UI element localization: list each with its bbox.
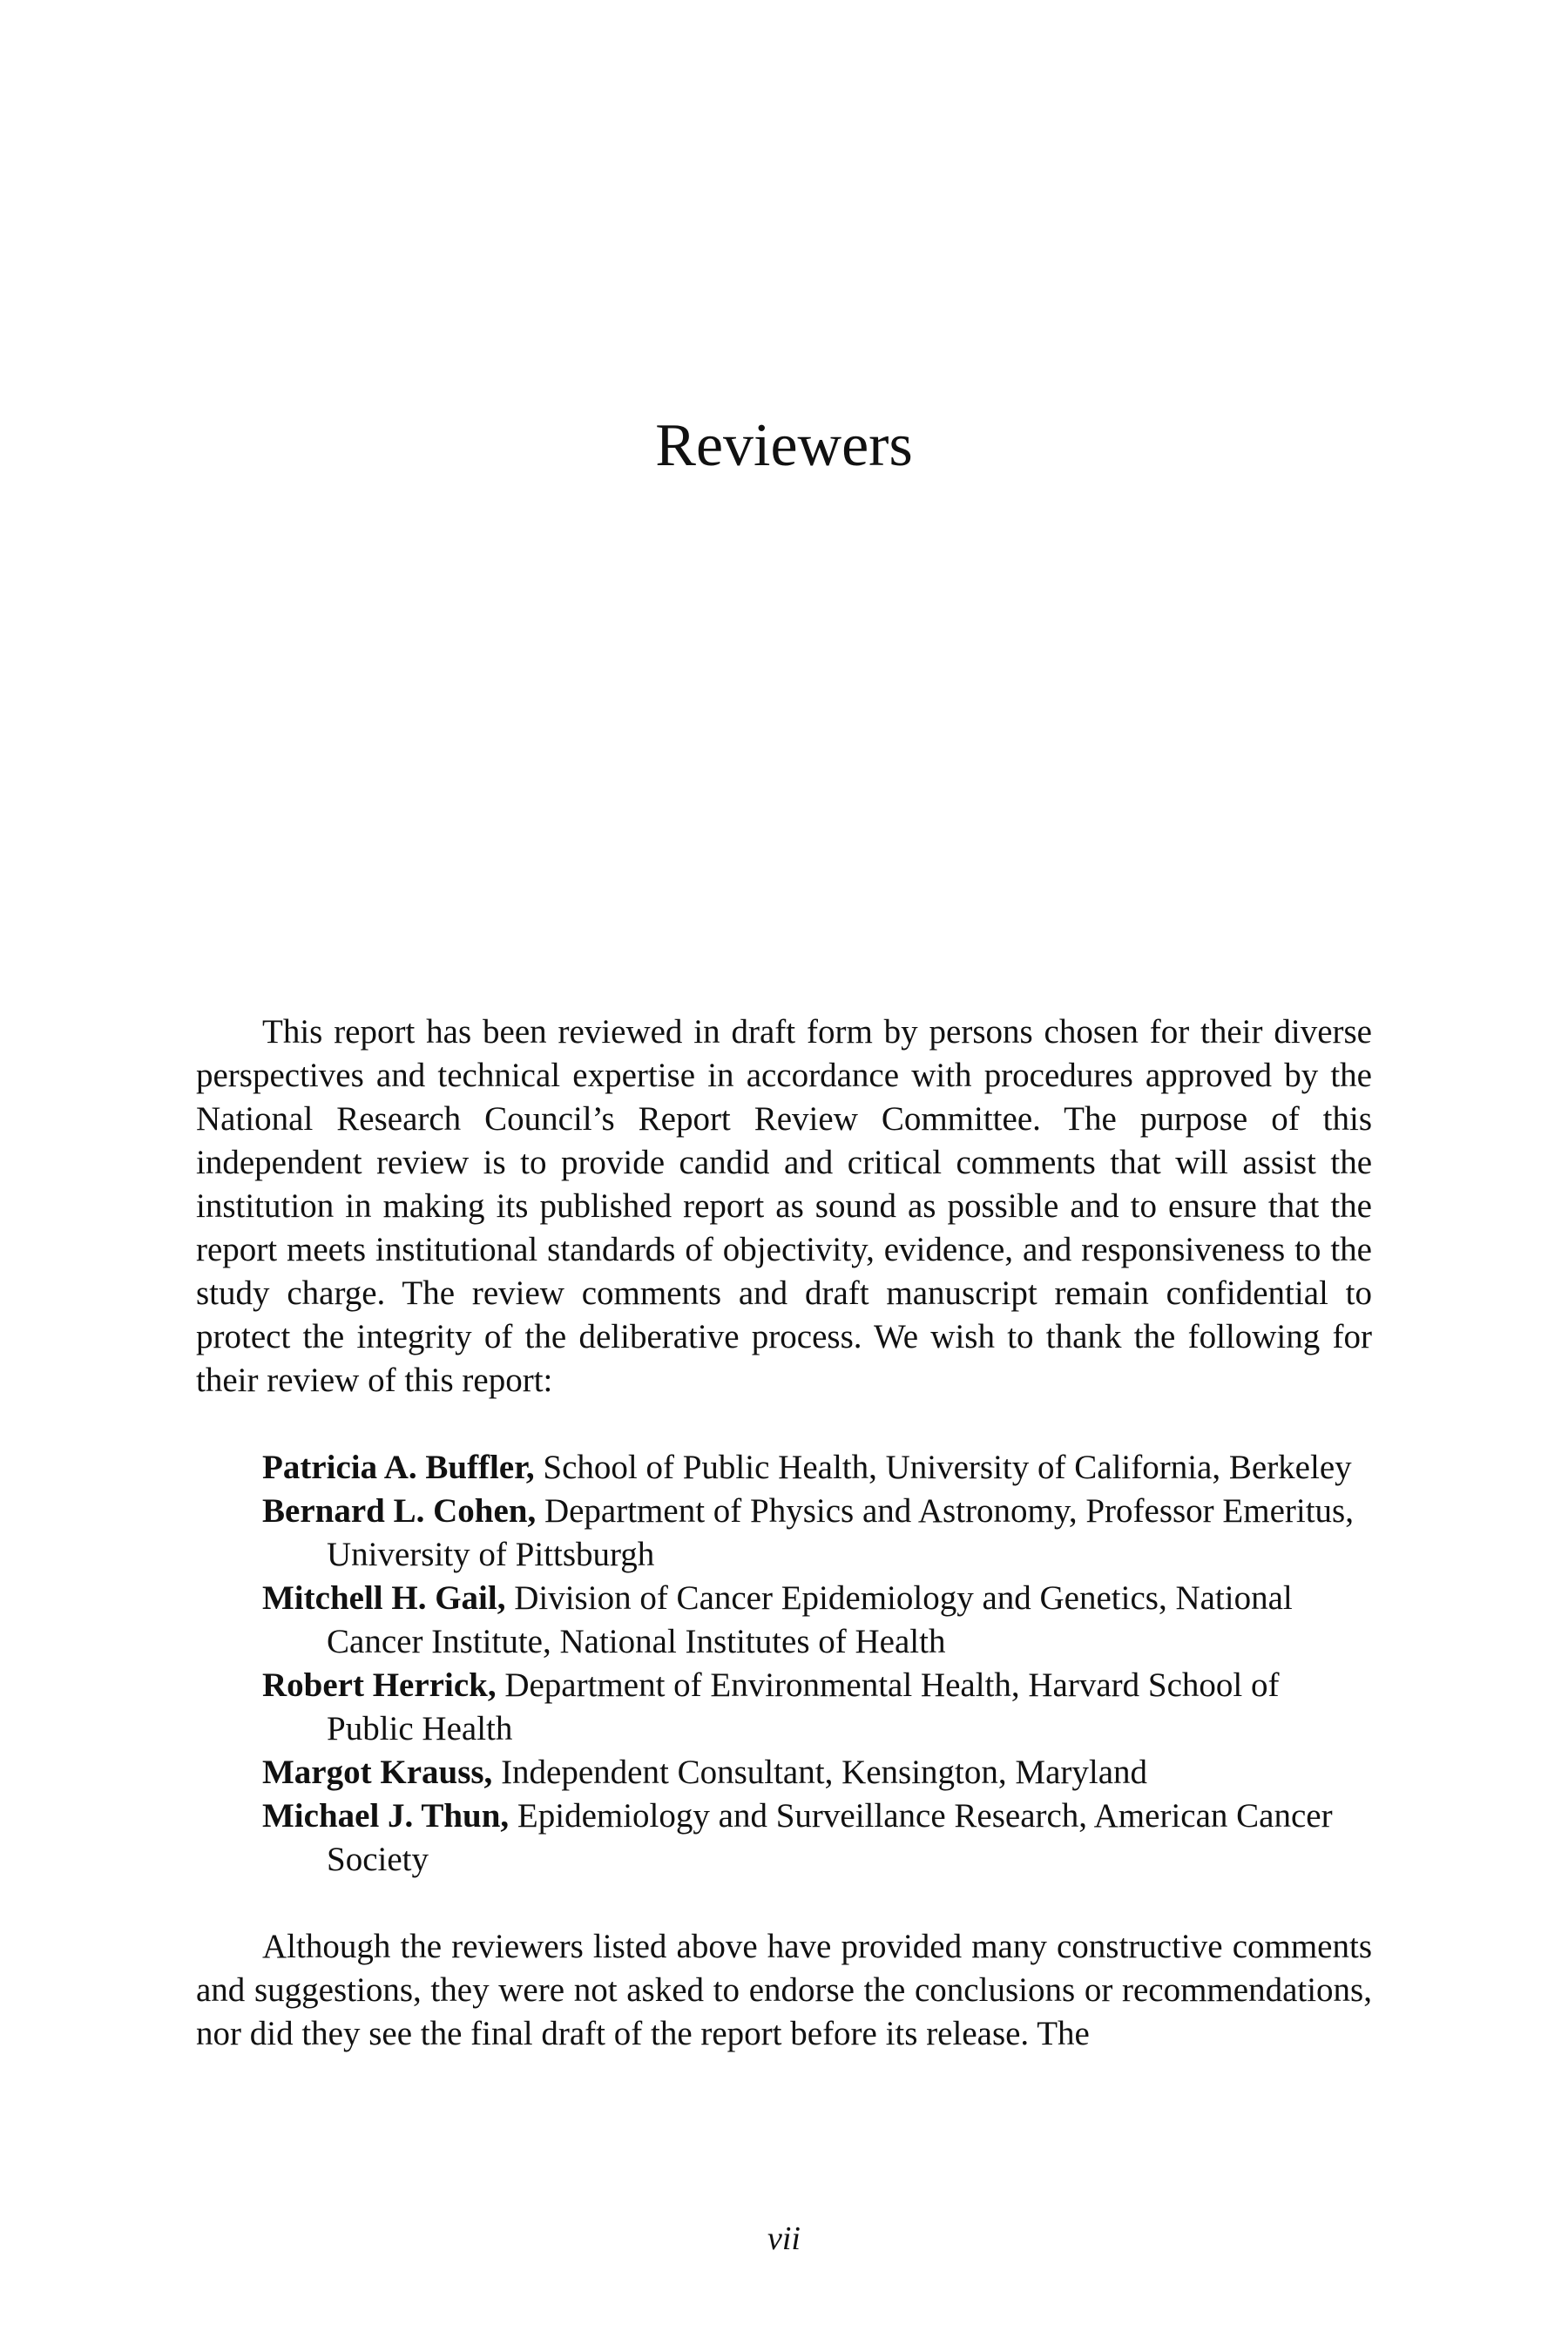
closing-paragraph: Although the reviewers listed above have provided many constructive comments and suggestions, they were not asked to endorse the conclusions or recommendations, nor did they see the final draft of the report before its release. The: [196, 1928, 1372, 2052]
reviewer-affiliation: Department of Environmental Health, Harvard School of Public Health: [327, 1666, 1280, 1747]
reviewer-affiliation: Independent Consultant, Kensington, Maryland: [492, 1754, 1148, 1791]
reviewer-name: Bernard L. Cohen,: [262, 1492, 537, 1530]
reviewer-entry: [262, 1664, 1372, 1751]
reviewer-list: [262, 1446, 1372, 1882]
reviewer-entry: [262, 1577, 1372, 1664]
reviewer-name: Michael J. Thun,: [262, 1797, 510, 1835]
reviewer-name: Robert Herrick,: [262, 1666, 497, 1704]
reviewer-entry: [262, 1794, 1372, 1882]
reviewer-entry: [262, 1490, 1372, 1577]
reviewer-affiliation: School of Public Health, University of California, Berkeley: [534, 1449, 1352, 1486]
reviewer-entry: [262, 1751, 1372, 1794]
reviewer-affiliation: Epidemiology and Surveillance Research, American Cancer Society: [327, 1797, 1333, 1878]
reviewer-name: Mitchell H. Gail,: [262, 1579, 506, 1617]
reviewer-affiliation: Division of Cancer Epidemiology and Genetics, National Cancer Institute, National Institutes of Health: [327, 1579, 1293, 1660]
reviewer-affiliation: Department of Physics and Astronomy, Professor Emeritus, University of Pittsburgh: [327, 1492, 1354, 1573]
reviewer-name: Margot Krauss,: [262, 1754, 493, 1791]
page-body: [196, 1010, 1372, 2056]
reviewer-name: Patricia A. Buffler,: [262, 1449, 535, 1486]
intro-paragraph: This report has been reviewed in draft form by persons chosen for their diverse perspectives and technical expertise in accordance with procedures approved by the National Research Council’s Report Review Committee. The purpose of this independent review is to provide candid and critical comments that will assist the institution in making its published report as sound as possible and to ensure that the report meets institutional standards of objectivity, evidence, and responsiveness to the study charge. The review comments and draft manuscript remain confidential to protect the integrity of the deliberative process. We wish to thank the following for their review of this report:: [196, 1013, 1372, 1399]
reviewer-entry: [262, 1446, 1372, 1490]
page-number: vii: [767, 2220, 801, 2257]
page-title: Reviewers: [655, 412, 913, 479]
